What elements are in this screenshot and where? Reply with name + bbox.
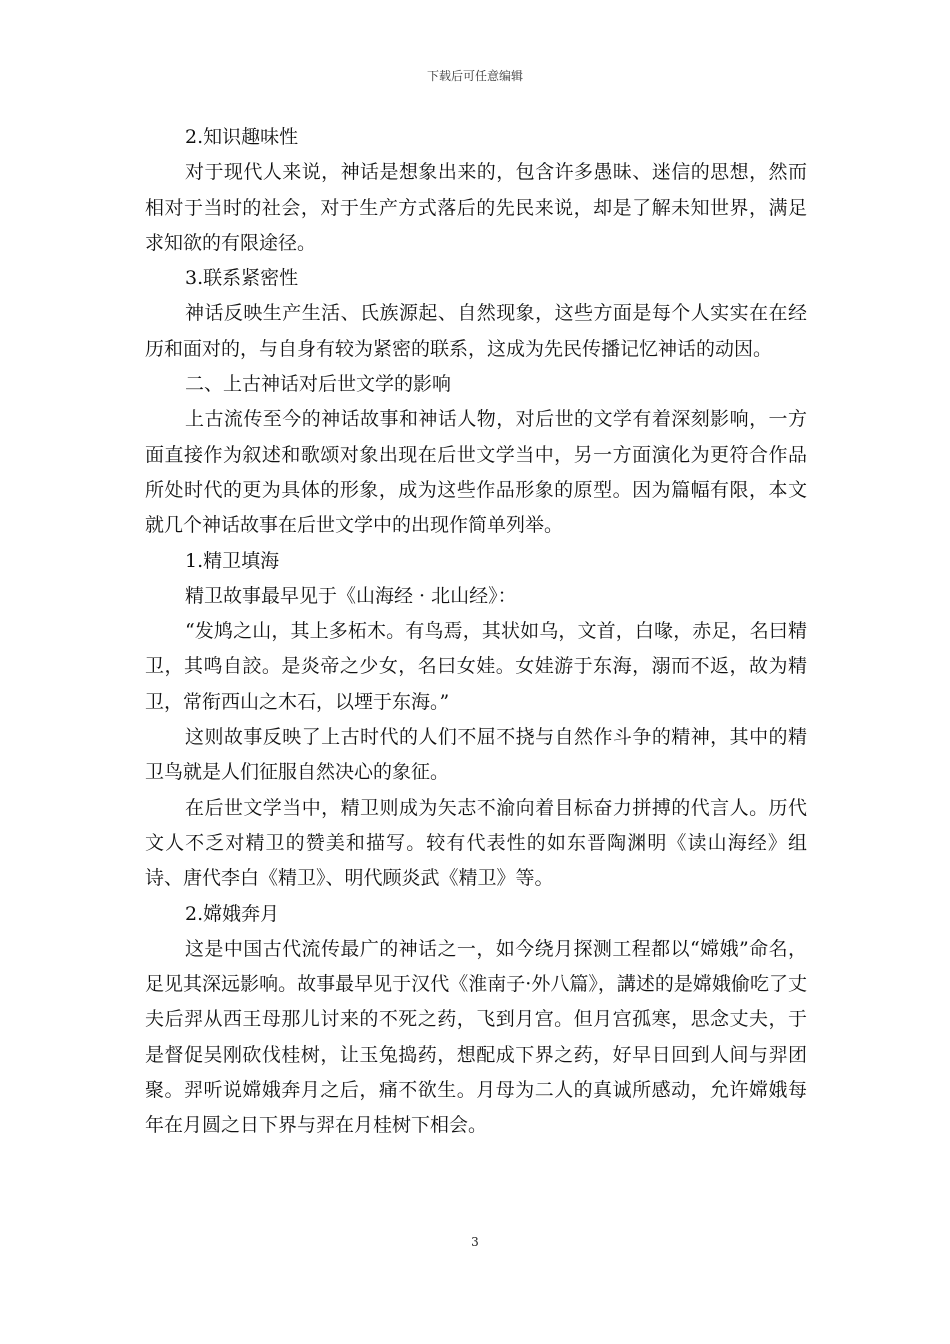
section-heading-close-connection: 3.联系紧密性	[185, 267, 299, 290]
document-body	[145, 120, 807, 1144]
paragraph-close-connection: 神话反映生产生活、氏族源起、自然现象，这些方面是每个人实实在在经历和面对的，与自身有较为紧密的联系，这成为先民传播记忆神话的动因。	[145, 302, 807, 360]
paragraph-knowledge-interest: 对于现代人来说，神话是想象出来的，包含许多愚昧、迷信的思想，然而相对于当时的社会，对于生产方式落后的先民来说，却是了解未知世界，满足求知欲的有限途径。	[145, 161, 807, 254]
paragraph-change: 这是中国古代流传最广的神话之一，如今绕月探测工程都以“嫦娥”命名，足见其深远影响。故事最早见于汉代《淮南子·外八篇》，講述的是嫦娥偷吃了丈夫后羿从西王母那儿讨来的不死之药，飞到月宫。但月宫孤寒，思念丈夫，于是督促吴刚砍伐桂树，让玉兔捣药，想配成下界之药，好早日回到人间与羿团聚。羿听说嫦娥奔月之后，痛不欲生。月母为二人的真诚所感动，允许嫦娥每年在月圆之日下界与羿在月桂树下相会。	[145, 937, 807, 1137]
section-heading-influence: 二、上古神话对后世文学的影响	[185, 373, 452, 396]
paragraph-influence: 上古流传至今的神话故事和神话人物，对后世的文学有着深刻影响，一方面直接作为叙述和歌颂对象出现在后世文学当中，另一方面演化为更符合作品所处时代的更为具体的形象，成为这些作品形象的原型。因为篇幅有限，本文就几个神话故事在后世文学中的出现作简单列举。	[145, 408, 807, 537]
section-heading-jingwei: 1.精卫填海	[185, 549, 280, 572]
page-number: 3	[471, 1235, 479, 1249]
paragraph-jingwei-source: 精卫故事最早见于《山海经 · 北山经》：	[185, 584, 517, 607]
section-heading-knowledge-interest: 2.知识趣味性	[185, 126, 299, 148]
section-heading-change: 2.嫦娥奔月	[185, 902, 280, 925]
page-header: 下载后可任意编辑	[426, 69, 523, 83]
quote-jingwei: “发鸠之山，其上多柘木。有鸟焉，其状如乌，文首，白喙，赤足，名曰精卫，其鸣自詨。是炎帝之少女，名曰女娃。女娃游于东海，溺而不返，故为精卫，常衔西山之木石，以堙于东海。”	[145, 620, 807, 713]
paragraph-jingwei-meaning: 这则故事反映了上古时代的人们不屈不挠与自然作斗争的精神，其中的精卫鸟就是人们征服自然决心的象征。	[145, 726, 807, 784]
paragraph-jingwei-literature: 在后世文学当中，精卫则成为矢志不渝向着目标奋力拼搏的代言人。历代文人不乏对精卫的赞美和描写。较有代表性的如东晋陶渊明《读山海经》组诗、唐代李白《精卫》、明代顾炎武《精卫》等。	[145, 796, 807, 890]
